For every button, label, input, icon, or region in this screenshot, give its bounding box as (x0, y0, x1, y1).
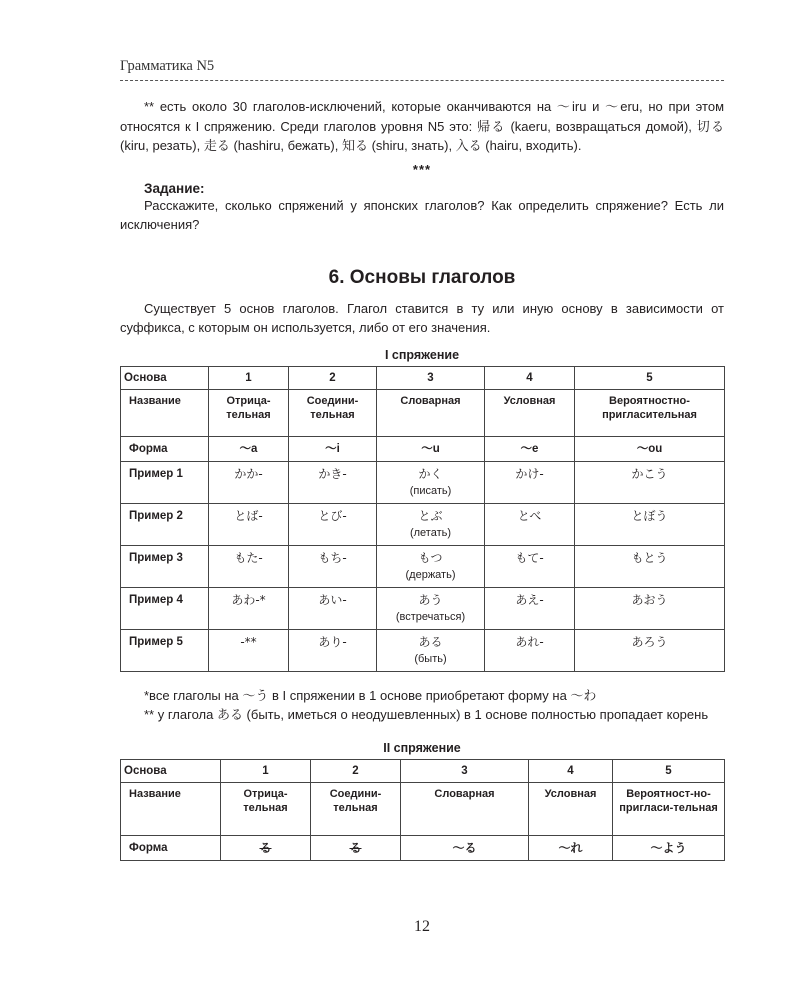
table-cell (377, 503, 485, 545)
table-cell: Отрица-тельная (209, 389, 289, 436)
table-cell: Пример 2 (121, 503, 209, 545)
task-title: Задание: (144, 180, 205, 196)
verb-translation: (летать) (409, 526, 452, 539)
book-page (120, 0, 724, 1000)
table-cell: あわ-* (209, 587, 289, 629)
table-row (121, 503, 725, 545)
table-header-row (121, 366, 725, 389)
table-footnotes (120, 686, 724, 725)
table-cell: あえ- (485, 587, 575, 629)
running-head: Грамматика N5 (120, 58, 215, 74)
table-cell (377, 629, 485, 671)
table-cell: あれ- (485, 629, 575, 671)
table-cell: かか- (209, 461, 289, 503)
task-text: Расскажите, сколько спряжений у японских глаголов? Как определить спряжение? Есть ли исключения? (120, 197, 724, 232)
table-cell: Форма (121, 436, 209, 461)
table-cell: かき- (289, 461, 377, 503)
table-cell: Пример 3 (121, 545, 209, 587)
page-content (120, 97, 724, 861)
table-row (121, 461, 725, 503)
verb-translation: (писать) (409, 484, 452, 497)
section-separator: *** (412, 161, 432, 177)
table-cell: Пример 4 (121, 587, 209, 629)
table-cell: 4 (485, 366, 575, 389)
table-row (121, 629, 725, 671)
table-cell (377, 587, 485, 629)
section-title: 6. Основы глаголов (328, 266, 516, 288)
table-row (121, 782, 725, 835)
conjugation-table-1 (120, 366, 725, 672)
table-cell: Вероятностно-пригласительная (575, 389, 725, 436)
table-cell: Соедини-тельная (311, 782, 401, 835)
table-cell: Название (121, 389, 209, 436)
table-cell: Основа (121, 759, 221, 782)
table-cell: Пример 5 (121, 629, 209, 671)
table-cell: ～a (209, 436, 289, 461)
table-cell (377, 545, 485, 587)
table-row (121, 835, 725, 860)
table-cell: あろう (575, 629, 725, 671)
table-cell: あり- (289, 629, 377, 671)
table-cell: る (311, 835, 401, 860)
verb-form: とぶ (418, 508, 443, 523)
table-cell: る (221, 835, 311, 860)
table-cell: Название (121, 782, 221, 835)
footnote-1: *все глаголы на ～う в I спряжении в 1 основе приобретают форму на ～わ (144, 687, 597, 703)
table-row (121, 587, 725, 629)
table-cell: とび- (289, 503, 377, 545)
table-row (121, 436, 725, 461)
table-cell: 1 (221, 759, 311, 782)
table-cell: あい- (289, 587, 377, 629)
section-intro: Существует 5 основ глаголов. Глагол ставится в ту или иную основу в зависимости от суффикса, с которым он используется, либо от его значения. (120, 300, 724, 335)
table-cell: Основа (121, 366, 209, 389)
table-cell: 5 (613, 759, 725, 782)
verb-translation: (держать) (405, 568, 456, 581)
table-cell: Условная (485, 389, 575, 436)
table-cell: Вероятност-но-пригласи-тельная (613, 782, 725, 835)
table-cell: 4 (529, 759, 613, 782)
verb-form: あう (418, 592, 443, 607)
table-cell: 3 (401, 759, 529, 782)
table-cell: ～ou (575, 436, 725, 461)
table-cell: あおう (575, 587, 725, 629)
table-cell: 5 (575, 366, 725, 389)
table-row (121, 389, 725, 436)
table-cell: Отрица-тельная (221, 782, 311, 835)
table-cell: かこう (575, 461, 725, 503)
table-cell: ～る (401, 835, 529, 860)
table-cell: Условная (529, 782, 613, 835)
table-cell: とぼう (575, 503, 725, 545)
table-cell: もとう (575, 545, 725, 587)
table-cell: Соедини-тельная (289, 389, 377, 436)
table-cell: 2 (289, 366, 377, 389)
table-cell: 1 (209, 366, 289, 389)
verb-form: もつ (418, 550, 443, 565)
page-number: 12 (414, 918, 430, 935)
table-cell: ～よう (613, 835, 725, 860)
table-cell: ～e (485, 436, 575, 461)
table-cell: とば- (209, 503, 289, 545)
table-cell: Форма (121, 835, 221, 860)
table-cell: 3 (377, 366, 485, 389)
table-cell: -** (209, 629, 289, 671)
header-divider (120, 80, 724, 81)
conjugation-table-2 (120, 759, 725, 861)
table-cell: Пример 1 (121, 461, 209, 503)
verb-translation: (встречаться) (395, 610, 466, 623)
table-cell: ～u (377, 436, 485, 461)
table-cell: もち- (289, 545, 377, 587)
table-cell: もた- (209, 545, 289, 587)
table1-caption: I спряжение (384, 347, 460, 362)
table-cell: Словарная (401, 782, 529, 835)
table2-caption: II спряжение (383, 740, 461, 755)
table-cell: もて- (485, 545, 575, 587)
verb-form: かく (418, 466, 443, 481)
table-header-row (121, 759, 725, 782)
table-row (121, 545, 725, 587)
table-cell: Словарная (377, 389, 485, 436)
exceptions-note: ** есть около 30 глаголов-исключений, которые оканчиваются на ～iru и ～eru, но при этом относятся к I спряжению. Среди глаголов уровня N5 это: 帰る (kaeru, возвращаться домой), 切る (kiru, резать), 走る (hashiru, бежать), 知る (shiru, знать), 入る (hairu, входить). (120, 99, 725, 153)
verb-translation: (быть) (414, 652, 447, 665)
table-cell (377, 461, 485, 503)
table-cell: ～れ (529, 835, 613, 860)
table-cell: とべ (485, 503, 575, 545)
table-cell: ～i (289, 436, 377, 461)
table-cell: かけ- (485, 461, 575, 503)
verb-form: ある (418, 634, 443, 649)
footnote-2: ** у глагола ある (быть, иметься о неодушевленных) в 1 основе полностью пропадает корень (144, 707, 709, 722)
table-cell: 2 (311, 759, 401, 782)
